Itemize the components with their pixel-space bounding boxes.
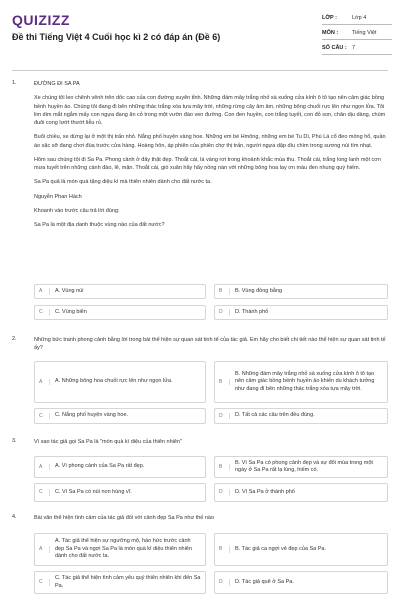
option-text: D. Vì Sa Pa ở thành phố — [235, 488, 295, 495]
option-letter: C — [39, 489, 50, 496]
option-a[interactable] — [34, 361, 206, 403]
option-text: B. Vùng đồng bằng — [235, 287, 283, 294]
meta-subject — [322, 30, 376, 36]
question-prompt: Vì sao tác giả gọi Sa Pa là "món quà kì diệu của thiên nhiên" — [34, 439, 182, 445]
meta-count-key: SỐ CÂU : — [322, 45, 347, 51]
question-number: 1. — [12, 80, 17, 86]
option-text: D. Tất cả các câu trên đều đúng. — [235, 412, 315, 419]
option-d[interactable] — [214, 305, 388, 320]
header-divider — [12, 70, 388, 71]
meta-divider — [322, 39, 392, 40]
passage-paragraph: Buổi chiều, xe dừng lại ở một thị trấn nhỏ. Nắng phố huyện vàng hoe. Những em bé Hmông, những em bé Tu Dí, Phù Lá cổ đeo móng hổ, quần áo sặc sỡ đang chơi đùa trước cửa hàng. Hoàng hôn, áp phiên của phiên chợ thị trấn, người ngựa dập dìu chìm trong sương núi tím nhạt. — [34, 134, 386, 149]
option-d[interactable] — [214, 408, 388, 424]
option-d[interactable] — [214, 571, 388, 594]
passage-paragraph: Sa Pa quả là món quà tặng diệu kì mà thiên nhiên dành cho đất nước ta. — [34, 179, 212, 186]
question-4 — [12, 514, 388, 529]
option-text: A. Vùng núi — [55, 287, 84, 294]
question-body — [34, 80, 388, 235]
option-c[interactable] — [34, 408, 206, 424]
meta-subject-value: Tiếng Việt — [352, 30, 377, 36]
option-a[interactable] — [34, 284, 206, 299]
option-letter: B — [219, 288, 230, 295]
worksheet-header — [0, 0, 400, 60]
question-prompt: Những bức tranh phong cảnh bằng lời trong bài thể hiện sự quan sát tinh tế của tác giả. Em hãy cho biết chi tiết nào thể hiện sự quan sát tinh tế ấy? — [34, 337, 386, 352]
option-text: C. Vùng biển — [55, 308, 87, 315]
meta-count — [322, 45, 355, 51]
meta-divider — [322, 24, 392, 25]
option-letter: A — [39, 546, 50, 553]
quizizz-logo: QUIZIZZ — [12, 12, 70, 28]
option-letter: A — [39, 379, 50, 386]
option-letter: C — [39, 413, 50, 420]
option-b[interactable] — [214, 456, 388, 478]
question-prompt: Sa Pa là một địa danh thuộc vùng nào của đất nước? — [34, 222, 165, 228]
meta-count-value: 7 — [352, 45, 356, 51]
option-letter: D — [219, 579, 230, 586]
question-number: 3. — [12, 438, 17, 444]
option-d[interactable] — [214, 483, 388, 502]
option-letter: B — [219, 546, 230, 553]
option-text: A. Những bông hoa chuối rực lên như ngọn lửa. — [55, 378, 173, 385]
option-text: C. Tác giả thể hiện tình cảm yêu quý thiên nhiên khi đến Sa Pa. — [55, 575, 201, 589]
worksheet-title: Đề thi Tiếng Việt 4 Cuối học kì 2 có đáp án (Đề 6) — [12, 32, 221, 42]
option-text: C. Vì Sa Pa có núi non hùng vĩ. — [55, 488, 132, 495]
passage-paragraph: Xe chúng tôi leo chênh vênh trên dốc cao của con đường xuyên tỉnh. Những đám mây trắng nhỏ sà xuống cửa kính ô tô tạo nên cảm giác bồng bềnh huyền ảo. Chúng tôi đang đi bên những thác trắng xóa tựa mây trời, những rừng cây âm âm, những bông chuối rực lên như ngọn lửa. Tôi lim dim mắt ngắm mấy con ngựa đang ăn cỏ trong một vườn đào ven đường. Con đen huyền, con trắng tuyết, con đỏ son, chân dịu dàng, chùm đuôi cong lướt thướt liễu rủ. — [34, 95, 386, 126]
option-c[interactable] — [34, 483, 206, 502]
option-text: D. Thành phố — [235, 308, 269, 315]
question-number: 4. — [12, 514, 17, 520]
meta-grade-key: LỚP : — [322, 15, 337, 21]
option-letter: D — [219, 489, 230, 496]
passage-paragraph: Hôm sau chúng tôi đi Sa Pa. Phong cảnh ở đây thật đẹp. Thoắt cái, lá vàng rơi trong khoảnh khắc mùa thu. Thoắt cái, trắng long lanh một cơn mưa tuyết trên những cành đào, lê, mận. Thoắt cái, gió xuân hây hẩy nồng nàn với những bông hoa lay ơn màu đen nhung quý hiếm. — [34, 156, 381, 171]
question-3 — [12, 438, 388, 453]
meta-divider — [322, 54, 392, 55]
option-letter: B — [219, 379, 230, 386]
option-a[interactable] — [34, 456, 206, 478]
option-text: B. Tác giả ca ngợi vẻ đẹp của Sa Pa. — [235, 545, 326, 552]
option-b[interactable] — [214, 284, 388, 299]
passage-title: ĐƯỜNG ĐI SA PA — [34, 81, 80, 87]
option-letter: C — [39, 579, 50, 586]
option-text: A. Vì phong cảnh của Sa Pa rất đẹp. — [55, 463, 145, 470]
question-number: 2. — [12, 336, 17, 342]
meta-subject-key: MÔN : — [322, 30, 339, 36]
option-text: B. Vì Sa Pa có phong cảnh đẹp và sự đổi mùa trong một ngày ở Sa Pa rất lạ lùng, hiếm có. — [235, 459, 373, 473]
option-letter: A — [39, 464, 50, 471]
option-letter: D — [219, 413, 230, 420]
meta-grade — [322, 15, 366, 21]
option-letter: A — [39, 288, 50, 295]
option-letter: C — [39, 309, 50, 316]
option-c[interactable] — [34, 305, 206, 320]
option-text: B. Những đám mây trắng nhỏ sà xuống cửa kính ô tô tạo nên cảm giác bồng bềnh huyền ảo khiến du khách tưởng như đang đi bên những thác trắng xóa tựa mây trời. — [235, 370, 375, 392]
option-a[interactable] — [34, 533, 206, 566]
option-text: D. Tác giả quê ở Sa Pa. — [235, 578, 294, 585]
passage-author: Nguyễn Phan Hách — [34, 193, 82, 200]
question-prompt: Bài văn thể hiện tình cảm của tác giả đối với cảnh đẹp Sa Pa như thế nào — [34, 515, 215, 521]
option-letter: B — [219, 464, 230, 471]
option-text: C. Nắng phố huyện vàng hoe. — [55, 412, 129, 419]
option-b[interactable] — [214, 533, 388, 566]
option-b[interactable] — [214, 361, 388, 403]
option-letter: D — [219, 309, 230, 316]
option-text: A. Tác giả thể hiện sự ngưỡng mộ, háo hức trước cảnh đẹp Sa Pa và ngợi Sa Pa là món quà kì diệu thiên nhiên dành cho đất nước ta. — [55, 538, 192, 560]
meta-grade-value: Lớp 4 — [352, 15, 367, 21]
instruction: Khoanh vào trước câu trả lời đúng: — [34, 207, 120, 214]
option-c[interactable] — [34, 571, 206, 594]
